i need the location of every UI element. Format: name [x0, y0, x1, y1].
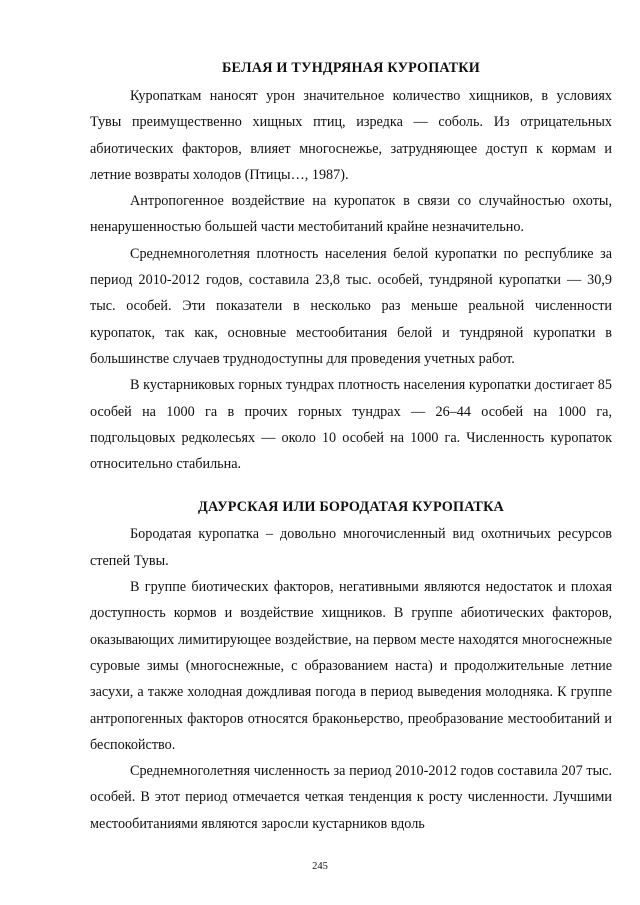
paragraph: В группе биотических факторов, негативными являются недостаток и плохая доступность кормов и воздействие хищников. В группе абиотических факторов, оказывающих лимитирующее воздействие, на первом месте находятся многоснежные суровые зимы (многоснежные, с образованием наста) и продолжительные летние засухи, а также холодная дождливая погода в период выведения молодняка. К группе антропогенных факторов относятся браконьерство, преобразование местообитаний и беспокойство. [90, 579, 612, 753]
page-number: 245 [312, 861, 328, 872]
section-body-partridge [90, 521, 612, 837]
section-body-ptarmigan [90, 83, 612, 477]
paragraph: Бородатая куропатка – довольно многочисленный вид охотничьих ресурсов степей Тувы. [90, 526, 612, 569]
paragraph: Куропаткам наносят урон значительное количество хищников, в условиях Тувы преимущественно хищных птиц, изредка — соболь. Из отрицательных абиотических факторов, влияет многоснежье, затрудняющее доступ к кормам и летние возвраты холодов (Птицы…, 1987). [90, 88, 612, 183]
paragraph: В кустарниковых горных тундрах плотность населения куропатки достигает 85 особей на 1000 га в прочих горных тундрах — 26–44 особей на 1000 га, подгольцовых редколесьях — около 10 особей на 1000 га. Численность куропаток относительно стабильна. [90, 377, 612, 473]
section-heading-white-tundra-ptarmigan: БЕЛАЯ И ТУНДРЯНАЯ КУРОПАТКИ [221, 60, 481, 76]
paragraph: Антропогенное воздействие на куропаток в связи со случайностью охоты, ненарушенностью большей части местобитаний крайне незначительно. [90, 193, 612, 236]
document-page [90, 58, 612, 837]
paragraph: Среднемноголетняя численность за период 2010-2012 годов составила 207 тыс. особей. В этот период отмечается четкая тенденция к росту численности. Лучшими местообитаниями являются заросли кустарников вдоль [90, 763, 612, 832]
paragraph: Среднемноголетняя плотность населения белой куропатки по республике за период 2010-2012 годов, составила 23,8 тыс. особей, тундряной куропатки — 30,9 тыс. особей. Эти показатели в несколько раз меньше реальной численности куропаток, так как, основные местообитания белой и тундряной куропатки в большинстве случаев труднодоступны для проведения учетных работ. [90, 245, 612, 367]
section-heading-daurian-partridge: ДАУРСКАЯ ИЛИ БОРОДАТАЯ КУРОПАТКА [197, 499, 505, 516]
